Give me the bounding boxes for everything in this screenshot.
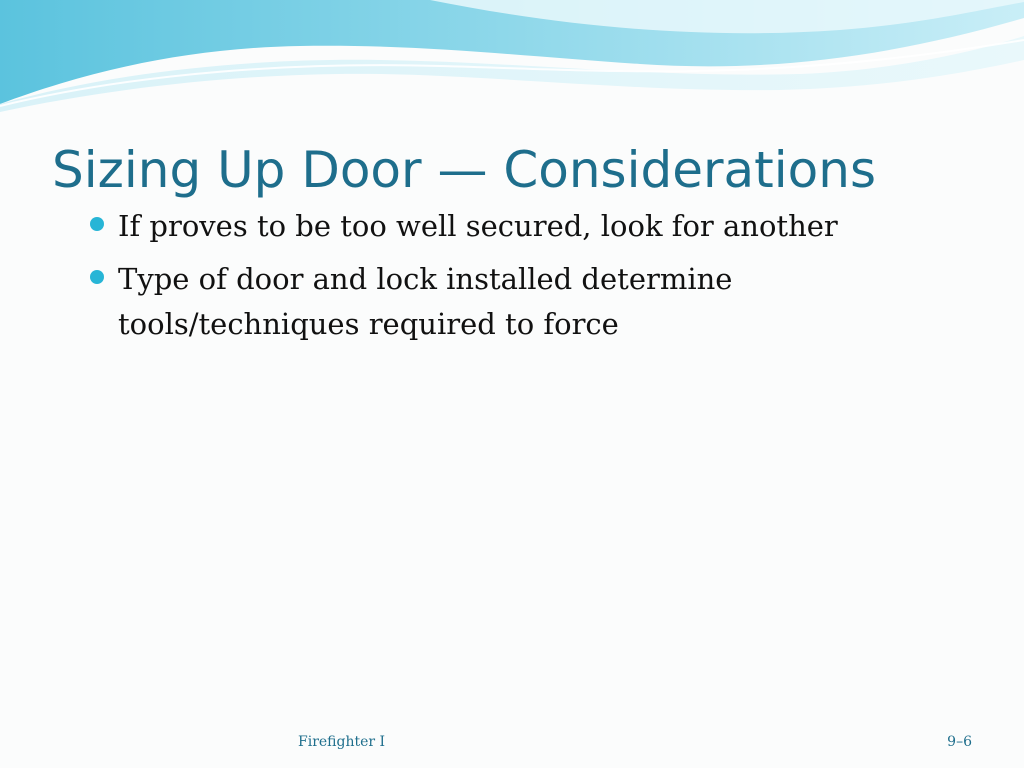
bullet-list — [90, 204, 970, 355]
bullet-item — [90, 257, 970, 347]
bullet-dot-icon — [90, 217, 104, 231]
bullet-item — [90, 204, 970, 249]
bullet-dot-icon — [90, 270, 104, 284]
footer-slide-number: 9–6 — [947, 734, 972, 750]
bullet-text: Type of door and lock installed determine tools/techniques required to force — [118, 262, 733, 341]
header-wave-decoration — [0, 0, 1024, 120]
bullet-text: If proves to be too well secured, look for another — [118, 209, 838, 243]
slide-title: Sizing Up Door — Considerations — [52, 141, 876, 199]
footer-course-name: Firefighter I — [298, 734, 386, 750]
